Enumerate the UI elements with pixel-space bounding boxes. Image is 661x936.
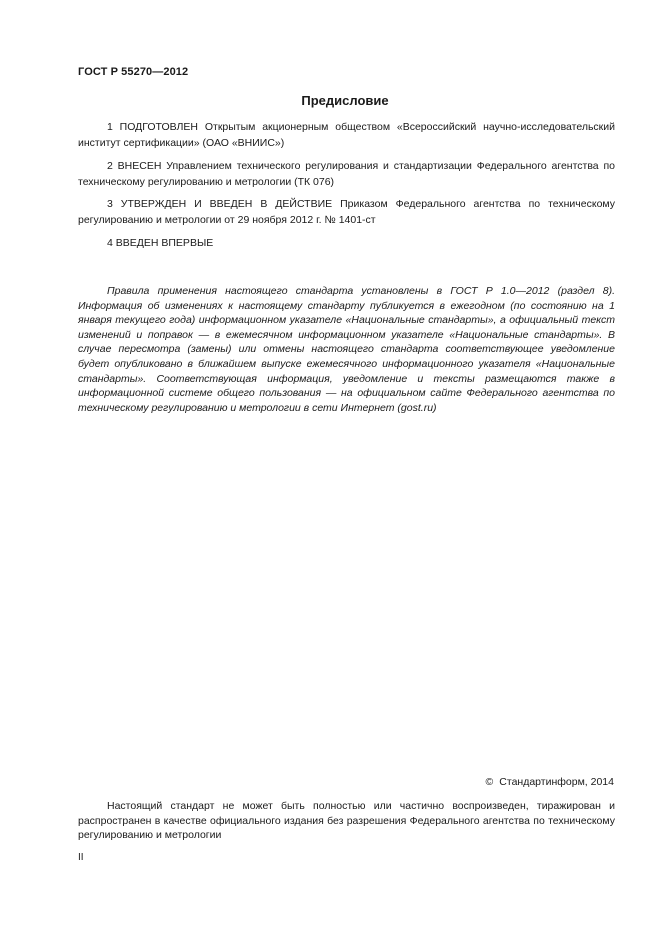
standard-code: ГОСТ Р 55270—2012 [78, 66, 189, 78]
copyright-icon: © [485, 776, 494, 788]
page-number: II [78, 852, 84, 863]
foreword-item-2: 2 ВНЕСЕН Управлением технического регулирования и стандартизации Федерального агентства по техническому регулированию и метрологии (ТК 076) [78, 160, 615, 188]
foreword-item-3: 3 УТВЕРЖДЕН И ВВЕДЕН В ДЕЙСТВИЕ Приказом Федерального агентства по техническому регулированию и метрологии от 29 ноября 2012 г. № 1401-ст [78, 198, 615, 226]
foreword-title: Предисловие [301, 93, 389, 108]
reprint-notice: Настоящий стандарт не может быть полностью или частично воспроизведен, тиражирован и распространен в качестве официального издания без разрешения Федерального агентства по техническому регулированию и метрологии [78, 800, 615, 842]
copyright-line [486, 776, 614, 788]
foreword-item-4: 4 ВВЕДЕН ВПЕРВЫЕ [107, 237, 214, 249]
foreword-item-1: 1 ПОДГОТОВЛЕН Открытым акционерным обществом «Всероссийский научно-исследовательский институт сертификации» (ОАО «ВНИИС») [78, 121, 615, 149]
application-rules-notice: Правила применения настоящего стандарта установлены в ГОСТ Р 1.0—2012 (раздел 8). Информация об изменениях к настоящему стандарту публикуется в ежегодном (по состоянию на 1 января текущего года) информационном указателе «Национальные стандарты», а официальный текст изменений и поправок — в ежемесячном информационном указателе «Национальные стандарты». В случае пересмотра (замены) или отмены настоящего стандарта соответствующее уведомление будет опубликовано в ближайшем выпуске ежемесячного информационного указателя «Национальные стандарты». Соответствующая информация, уведомление и тексты размещаются также в информационной системе общего пользования — на официальном сайте Федерального агентства по техническому регулированию и метрологии в сети Интернет (gost.ru) [78, 285, 615, 414]
copyright-text: Стандартинформ, 2014 [499, 776, 614, 788]
